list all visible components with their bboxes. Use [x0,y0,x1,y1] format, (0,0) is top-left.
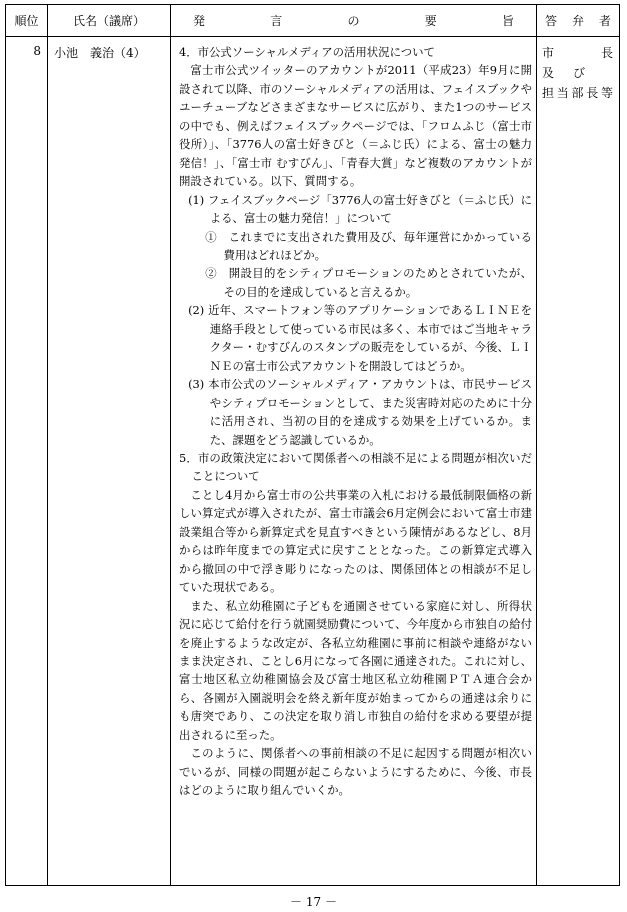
item5-paragraph-1: ことし4月から富士市の公共事業の入札における最低制限価格の新しい算定式が導入されたが、富士市議会6月定例会において富士市建設業組合等から新算定式を見直すべきという陳情があるなどし、8月からは昨年度までの算定式に戻すこととなった。この新算定式導入から撤回の中で浮き彫りになったのは、関係団体との相談が不足していた現状である。 [179,487,532,595]
header-summary-char: の [347,14,360,28]
header-summary-char: 旨 [501,14,514,28]
row-rank: 8 [6,37,48,886]
row-summary [171,37,537,886]
page-number: － 17 － [290,895,337,909]
answerer-line: 市 長 [542,46,613,60]
row-name: 小池 義治（4） [48,37,171,886]
header-summary [171,5,537,37]
table-header-row [6,5,620,37]
question-1-1: ① これまでに支出された費用及び、毎年運営にかかっている費用はどれほどか。 [205,229,532,262]
header-summary-char: 言 [270,14,283,28]
item4-title: 4．市公式ソーシャルメディアの活用状況について [179,45,435,59]
header-answerer-char: 弁 [571,14,584,28]
question-1: (1) フェイスブックページ「3776人の富士好きびと（＝ふじ氏）による、富士の魅力発信！」について [188,192,532,226]
item5-paragraph-2: また、私立幼稚園に子どもを通園させている家庭に対し、所得状況に応じて給付を行う就園奨励費について、今年度から市独自の給付を廃止するような改定が、各私立幼稚園に事前に相談や連絡がないまま決定され、ことし6月になって各園に通達された。これに対し、富士地区私立幼稚園協会及び富士地区私立幼稚園ＰＴＡ連合会から、各園が入園説明会を終え新年度が始まってからの通達は余りにも唐突であり、この決定を取り消し市独自の給付を求める要望が提出されるに至った。 [179,598,532,742]
question-table [5,4,620,886]
header-summary-char: 発 [193,14,206,28]
answerer-line: 及 び [542,66,585,80]
item5-title: 5．市の政策決定において関係者への相談不足による問題が相次いだことについて [179,450,532,484]
header-summary-char: 要 [424,14,437,28]
question-2: (2) 近年、スマートフォン等のアプリケーションであるＬＩＮＥを連絡手段として使っている市民は多く、本市ではご当地キャラクター・むすびんのスタンプの販売をしているが、今後、ＬＩＮＥの富士市公式アカウントを開設してはどうか。 [188,303,532,373]
header-name: 氏名（議席） [48,5,171,37]
table-row [6,37,620,886]
row-answerer [537,37,620,886]
header-answerer [537,5,620,37]
question-3: (3) 本市公式のソーシャルメディア・アカウントは、市民サービスやシティプロモーションとして、また災害時対応のために十分に活用され、当初の目的を達成する効果を上げているか。また、課題をどう認識しているか。 [188,377,532,447]
header-answerer-char: 答 [545,14,558,28]
item4-paragraph: 富士市公式ツイッターのアカウントが2011（平成23）年9月に開設されて以降、市のソーシャルメディアの活用は、フェイスブックやユーチューブなどさまざまなサービスに広がり、また1つのサービスの中でも、例えばフェイスブックページでは、「フロムふじ（富士市役所）」、「3776人の富士好きびと（＝ふじ氏）による、富士の魅力発信！」、「富士市 むすびん」、「青春大賞」など複数のアカウントが開設されている。以下、質問する。 [179,63,532,189]
item5-paragraph-3: このように、関係者への事前相談の不足に起因する問題が相次いでいるが、同様の問題が起こらないようにするために、今後、市長はどのように取り組んでいくか。 [179,746,532,798]
question-1-2: ② 開設目的をシティプロモーションのためとされていたが、その目的を達成していると言えるか。 [205,266,532,299]
header-answerer-char: 者 [598,14,611,28]
header-rank: 順位 [6,5,48,37]
answerer-line: 担当部長等 [542,86,613,100]
